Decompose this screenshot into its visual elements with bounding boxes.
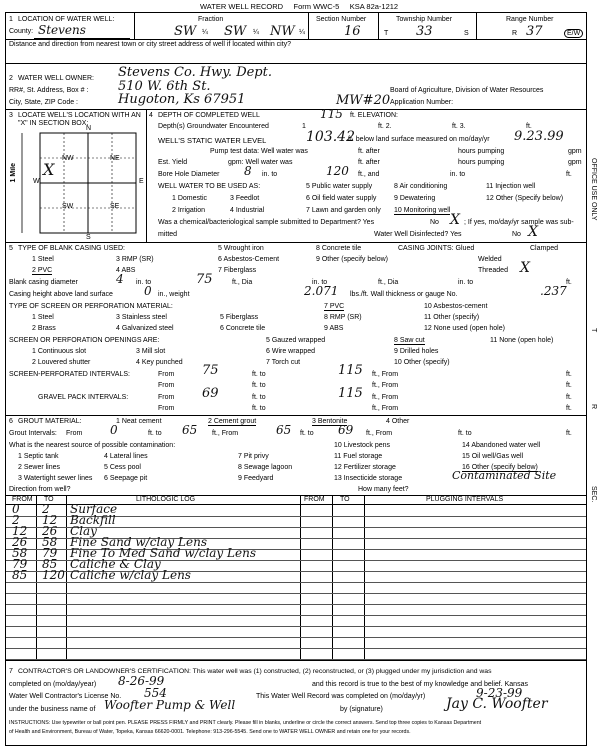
casing-threaded: Threaded <box>478 267 508 274</box>
compass-s: S <box>86 234 91 241</box>
contam-16: 16 Other (specify below) <box>462 464 538 471</box>
grout-from-3-label: ft., From <box>366 430 393 437</box>
casing-welded: Welded <box>478 256 502 263</box>
row-line <box>6 626 586 627</box>
use-6: 6 Oil field water supply <box>306 195 377 202</box>
static-level-value: 103.42 <box>306 129 355 145</box>
groundwater-label: Depth(s) Groundwater Encountered <box>158 123 269 130</box>
cert-completed-label: completed on (mo/day/year) <box>9 681 97 688</box>
compass-n: N <box>86 125 92 132</box>
office-use-label: OFFICE USE ONLY <box>590 158 597 221</box>
pump-gpm: gpm <box>568 148 582 155</box>
locate-label: LOCATE WELL'S LOCATION WITH AN "X" IN SECTION BOX: <box>18 112 141 127</box>
gravel-ft-2: ft. <box>566 405 572 412</box>
quadrant-sw: SW <box>62 203 74 210</box>
contam-2: 2 Sewer lines <box>18 464 61 471</box>
log-row-to: 85 <box>42 557 58 571</box>
casing-clamped: Clamped <box>530 245 559 252</box>
blank-casing-label: TYPE OF BLANK CASING USED: <box>18 245 125 252</box>
divider <box>476 13 477 39</box>
section-1-number: 1 <box>9 16 13 23</box>
section-5-number: 5 <box>9 245 13 252</box>
owner-label: WATER WELL OWNER: <box>18 75 94 82</box>
screen-12: 12 None used (open hole) <box>424 325 505 332</box>
grout-to-3-label: ft. to <box>458 430 472 437</box>
contam-12: 12 Fertilizer storage <box>334 464 396 471</box>
range-label: Range Number <box>506 16 554 23</box>
grout-to-2: 69 <box>338 423 354 437</box>
divider <box>146 109 147 242</box>
grout-from-2: 65 <box>276 423 292 437</box>
location-mark: X <box>43 160 55 179</box>
screen-7: 7 PVC <box>324 303 345 310</box>
log-row-description: Backfill <box>70 513 116 527</box>
blank-in-to: in. to <box>136 279 152 286</box>
screen-5: 5 Fiberglass <box>220 314 259 321</box>
casing-5: 5 Wrought iron <box>218 245 264 252</box>
bore-in-to-2: in. to <box>450 171 466 178</box>
log-row-from: 0 <box>12 502 20 516</box>
distance-label: Distance and direction from nearest town or city street address of well if located within city? <box>9 41 292 48</box>
opening-11: 11 None (open hole) <box>490 337 554 344</box>
quadrant-nw: NW <box>62 155 74 162</box>
quadrant-ne: NE <box>110 155 120 162</box>
row-line <box>6 593 586 594</box>
use-4: 4 Industrial <box>230 207 265 214</box>
section-line <box>6 63 586 64</box>
city-value: Hugoton, Ks 67951 <box>118 92 246 107</box>
township-t: T <box>384 30 389 37</box>
gravel-from-3: From <box>158 405 175 412</box>
casing-gauge-value: .237 <box>540 284 567 298</box>
use-3: 3 Feedlot <box>230 195 260 202</box>
log-row-description: Fine To Med Sand w/clay Lens <box>70 546 256 560</box>
section-3-number: 3 <box>9 112 13 119</box>
compass-w: W <box>33 178 40 185</box>
disinfect-no-mark: X <box>528 224 538 240</box>
section-6-number: 6 <box>9 418 13 425</box>
instructions-1: INSTRUCTIONS: Use typewriter or ball point pen. PLEASE PRESS FIRMLY and PRINT clearly. Please fill in blanks, underline or circle the correct answers. Send top three copies to Kansas Department <box>9 720 482 726</box>
section-4-number: 4 <box>149 112 153 119</box>
casing-8: 8 Concrete tile <box>316 245 362 252</box>
chem-sample-label: Was a chemical/bacteriological sample submitted to Department? Yes <box>158 219 375 226</box>
use-8: 8 Air conditioning <box>394 183 448 190</box>
gravel-from-4: ft., From <box>372 405 399 412</box>
instructions-2: of Health and Environment, Bureau of Water, Topeka, Kansas 66620-0001. Telephone: 913-296-5545. Send one to WATER WELL OWNER and retain one for your records. <box>9 729 411 735</box>
pump-hours: hours pumping <box>458 148 505 155</box>
disinfect-label: Water Well Disinfected? Yes <box>374 231 462 238</box>
contamination-label: What is the nearest source of possible contamination: <box>9 442 176 449</box>
est-gpm: gpm <box>568 159 582 166</box>
application-label: Application Number: <box>390 99 454 106</box>
fraction-3: NW <box>270 24 295 39</box>
log-row-description: Clay <box>70 524 97 538</box>
screen-material-label: TYPE OF SCREEN OR PERFORATION MATERIAL: <box>9 303 173 310</box>
row-line <box>6 637 586 638</box>
bore-and: ft., and <box>358 171 380 178</box>
col-line <box>332 495 333 660</box>
est-hours: hours pumping <box>458 159 505 166</box>
chem-no: No <box>430 219 439 226</box>
groundwater-2: ft. 2. <box>378 123 392 130</box>
casing-weight-value: 2.071 <box>304 284 339 298</box>
col-line <box>300 495 301 660</box>
groundwater-ft: ft. <box>526 123 532 130</box>
grout-from-label: From <box>66 430 83 437</box>
perforated-ft-2: ft. <box>566 382 572 389</box>
log-row-to: 120 <box>42 568 65 582</box>
gravel-from-2: ft., From <box>372 394 399 401</box>
cert-line-1: CONTRACTOR'S OR LANDOWNER'S CERTIFICATION: This water well was (1) constructed, (2) reconstructed, or (3) plugged under my jurisdiction and was <box>18 668 492 675</box>
contam-11: 11 Fuel storage <box>334 453 383 460</box>
perforated-to: 115 <box>338 363 363 378</box>
opening-3: 3 Mill slot <box>136 348 166 355</box>
blank-depth-value: 75 <box>196 272 213 287</box>
contam-10: 10 Livestock pens <box>334 442 391 449</box>
range-value: 37 <box>526 24 543 39</box>
static-level-date: 9.23.99 <box>514 129 564 144</box>
grout-ft: ft. <box>566 430 572 437</box>
opening-10: 10 Other (specify) <box>394 359 450 366</box>
bore-depth: 120 <box>326 164 349 178</box>
screen-3: 3 Stainless steel <box>116 314 167 321</box>
casing-4: 4 ABS <box>116 267 136 274</box>
side-sec-label: SEC. <box>590 486 597 503</box>
address-value: 510 W. 6th St. <box>118 79 211 94</box>
owner-value: Stevens Co. Hwy. Dept. <box>118 65 272 80</box>
depth-label: DEPTH OF COMPLETED WELL <box>158 112 260 119</box>
gravel-from: 69 <box>202 386 219 401</box>
use-label: WELL WATER TO BE USED AS: <box>158 183 261 190</box>
blank-in-to-2: in. to <box>312 279 328 286</box>
gravel-to: 115 <box>338 386 363 401</box>
row-line <box>6 648 586 649</box>
mitted-label: mitted <box>158 231 178 238</box>
township-label: Township Number <box>396 16 453 23</box>
casing-weight-label: in., weight <box>158 291 190 298</box>
cert-line-2b: and this record is true to the best of my knowledge and belief. Kansas <box>312 681 528 688</box>
log-row-from: 26 <box>12 535 28 549</box>
blank-dia-rest: ft., Dia <box>232 279 253 286</box>
use-1: 1 Domestic <box>172 195 208 202</box>
row-line <box>6 582 586 583</box>
board-label: Board of Agriculture, Division of Water Resources <box>390 87 544 94</box>
log-row-description: Fine Sand w/clay Lens <box>70 535 207 549</box>
grout-intervals-label: Grout Intervals: <box>9 430 57 437</box>
disinfect-no: No <box>512 231 521 238</box>
fraction-1: SW <box>174 24 197 39</box>
grout-2: 2 Cement grout <box>208 418 257 425</box>
township-value: 33 <box>416 24 433 39</box>
contam-13: 13 Insecticide storage <box>334 475 403 482</box>
casing-height-label: Casing height above land surface <box>9 291 113 298</box>
casing-1: 1 Steel <box>32 256 54 263</box>
cert-signature-label: by (signature) <box>340 706 383 713</box>
county-label: County: <box>9 28 34 35</box>
gravel-label: GRAVEL PACK INTERVALS: <box>38 394 129 401</box>
gravel-to-3: ft. to <box>252 405 266 412</box>
static-level-label: WELL'S STATIC WATER LEVEL <box>158 136 267 145</box>
screen-9: 9 ABS <box>324 325 344 332</box>
use-10: 10 Monitoring well <box>394 207 451 214</box>
log-to-header: TO <box>44 496 54 503</box>
range-r: R <box>512 30 518 37</box>
grout-4: 4 Other <box>386 418 410 425</box>
side-t-label: T <box>590 328 597 333</box>
fraction-2: SW <box>224 24 247 39</box>
log-to-header-2: TO <box>340 496 350 503</box>
use-11: 11 Injection well <box>486 183 536 190</box>
ksa-number: KSA 82a-1212 <box>349 2 399 11</box>
contam-5: 5 Cess pool <box>104 464 141 471</box>
fraction-label: Fraction <box>198 16 224 23</box>
casing-height-value: 0 <box>144 284 152 298</box>
casing-7: 7 Fiberglass <box>218 267 257 274</box>
est-ft-after: ft. after <box>358 159 380 166</box>
cert-license-label: Water Well Contractor's License No. <box>9 693 122 700</box>
address-label: RR#, St. Address, Box # : <box>9 87 89 94</box>
perforated-from: 75 <box>202 363 219 378</box>
log-row-from: 85 <box>12 568 28 582</box>
log-row-from: 2 <box>12 513 20 527</box>
contam-other-value: Contaminated Site <box>452 469 557 482</box>
township-s: S <box>464 30 469 37</box>
log-plug-header: PLUGGING INTERVALS <box>426 496 504 503</box>
col-line <box>36 495 37 660</box>
use-5: 5 Public water supply <box>306 183 373 190</box>
opening-7: 7 Torch cut <box>266 359 301 366</box>
side-r-label: R <box>590 404 597 410</box>
log-row-to: 12 <box>42 513 58 527</box>
perforated-from-label: From <box>158 371 175 378</box>
city-label: City, State, ZIP Code : <box>9 99 78 106</box>
row-line <box>6 39 586 40</box>
screen-2: 2 Brass <box>32 325 56 332</box>
log-row-description: Caliche w/clay Lens <box>70 568 191 582</box>
use-9: 9 Dewatering <box>394 195 436 202</box>
screen-6: 6 Concrete tile <box>220 325 266 332</box>
quadrant-se: SE <box>110 203 120 210</box>
grout-to-label: ft. to <box>148 430 162 437</box>
casing-9: 9 Other (specify below) <box>316 256 388 263</box>
log-row-to: 79 <box>42 546 58 560</box>
divider <box>378 13 379 39</box>
perforated-label: SCREEN-PERFORATED INTERVALS: <box>9 371 130 378</box>
contam-8: 8 Sewage lagoon <box>238 464 293 471</box>
cert-line-3b: This Water Well Record was completed on (mo/day/yr) <box>256 693 426 700</box>
contam-3: 3 Watertight sewer lines <box>18 475 93 482</box>
direction-label: Direction from well? <box>9 486 71 493</box>
cert-license-value: 554 <box>144 686 167 700</box>
bore-in-to: in. to <box>262 171 278 178</box>
row-line <box>6 604 586 605</box>
mw-label: MW#20 <box>336 93 391 108</box>
use-2: 2 Irrigation <box>172 207 206 214</box>
screen-11: 11 Other (specify) <box>424 314 480 321</box>
screen-10: 10 Asbestos-cement <box>424 303 488 310</box>
use-7: 7 Lawn and garden only <box>306 207 381 214</box>
divider <box>308 13 309 39</box>
cert-record-date: 9-23-99 <box>476 686 523 700</box>
screen-1: 1 Steel <box>32 314 54 321</box>
grout-to: 65 <box>182 423 198 437</box>
opening-5: 5 Gauzed wrapped <box>266 337 326 344</box>
opening-4: 4 Key punched <box>136 359 183 366</box>
form-frame <box>5 12 587 746</box>
grout-label: GROUT MATERIAL: <box>18 418 82 425</box>
section-line <box>6 415 586 416</box>
grout-3: 3 Bentonite <box>312 418 348 425</box>
est-yield-label: Est. Yield <box>158 159 188 166</box>
blank-dia-label: Blank casing diameter <box>9 279 78 286</box>
range-ew: E/W <box>564 29 583 38</box>
depth-value: 115 <box>320 107 343 121</box>
section-number-label: Section Number <box>316 16 367 23</box>
contam-9: 9 Feedyard <box>238 475 274 482</box>
gravel-from-label: From <box>158 394 175 401</box>
log-from-header-2: FROM <box>304 496 325 503</box>
chem-no-mark: X <box>450 212 460 228</box>
quarter-2: ¼ <box>253 29 259 36</box>
cert-signature: Jay C. Woofter <box>446 696 548 712</box>
location-label: LOCATION OF WATER WELL: <box>18 16 115 23</box>
openings-label: SCREEN OR PERFORATION OPENINGS ARE: <box>9 337 160 344</box>
groundwater-3: ft. 3. <box>452 123 466 130</box>
county-value: Stevens <box>38 23 86 37</box>
title-text: WATER WELL RECORD <box>200 2 284 11</box>
perforated-from-2: ft., From <box>372 371 399 378</box>
blank-dia-value: 4 <box>116 272 124 286</box>
contam-6: 6 Seepage pit <box>104 475 148 482</box>
log-row-to: 26 <box>42 524 58 538</box>
bore-label: Bore Hole Diameter <box>158 171 220 178</box>
log-from-header: FROM <box>12 496 33 503</box>
opening-6: 6 Wire wrapped <box>266 348 316 355</box>
contam-1: 1 Septic tank <box>18 453 59 460</box>
section-line <box>6 660 586 661</box>
contam-4: 4 Lateral lines <box>104 453 148 460</box>
opening-8: 8 Saw cut <box>394 337 425 344</box>
pump-ft-after: ft. after <box>358 148 380 155</box>
log-row-from: 79 <box>12 557 28 571</box>
casing-2: 2 PVC <box>32 267 53 274</box>
bore-diameter: 8 <box>244 164 252 178</box>
grout-to-2-label: ft. to <box>300 430 314 437</box>
cert-business-name: Woofter Pump & Well <box>104 698 236 712</box>
perforated-from-4: ft., From <box>372 382 399 389</box>
form-number: Form WWC-5 <box>293 2 340 11</box>
section-2-number: 2 <box>9 75 13 82</box>
use-12: 12 Other (Specify below) <box>486 195 564 202</box>
col-line <box>364 495 365 660</box>
chem-sample-rest: ; If yes, mo/day/yr sample was sub- <box>464 219 574 226</box>
gravel-ft: ft. <box>566 394 572 401</box>
divider <box>134 13 135 39</box>
section-line <box>6 242 586 243</box>
log-row-to: 58 <box>42 535 58 549</box>
casing-joints-label: CASING JOINTS: Glued <box>398 245 475 252</box>
screen-8: 8 RMP (SR) <box>324 314 362 321</box>
how-many-feet-label: How many feet? <box>358 486 409 493</box>
log-row-description: Caliche & Clay <box>70 557 161 571</box>
section-number-value: 16 <box>344 24 361 39</box>
log-row-description: Surface <box>70 502 118 516</box>
log-row-from: 12 <box>12 524 28 538</box>
gravel-to-label: ft. to <box>252 394 266 401</box>
log-row-from: 58 <box>12 546 28 560</box>
col-line <box>66 495 67 660</box>
cert-completed-date: 8-26-99 <box>118 674 165 688</box>
bore-ft: ft. <box>566 171 572 178</box>
casing-3: 3 RMP (SR) <box>116 256 154 263</box>
opening-9: 9 Drilled holes <box>394 348 439 355</box>
screen-4: 4 Galvanized steel <box>116 325 174 332</box>
contam-14: 14 Abandoned water well <box>462 442 541 449</box>
perforated-from-3: From <box>158 382 175 389</box>
threaded-mark: X <box>520 260 530 276</box>
log-table <box>6 495 586 660</box>
section-box <box>12 129 146 243</box>
section-7-number: 7 <box>9 668 13 675</box>
elevation-label: ft. ELEVATION: <box>350 112 398 119</box>
quarter-3: ¼ <box>299 29 305 36</box>
opening-2: 2 Louvered shutter <box>32 359 91 366</box>
blank-dia-rest-2: ft., Dia <box>378 279 399 286</box>
casing-6: 6 Asbestos-Cement <box>218 256 280 263</box>
est-yield-water: gpm: Well water was <box>228 159 293 166</box>
grout-from-2-label: ft., From <box>212 430 239 437</box>
perforated-to-label: ft. to <box>252 371 266 378</box>
quarter-1: ¼ <box>202 29 208 36</box>
pump-test-label: Pump test data: Well water was <box>210 148 308 155</box>
mile-label: 1 Mile <box>10 163 17 183</box>
opening-1: 1 Continuous slot <box>32 348 87 355</box>
form-title <box>200 2 398 11</box>
cert-business-label: under the business name of <box>9 706 96 713</box>
perforated-ft: ft. <box>566 371 572 378</box>
contam-7: 7 Pit privy <box>238 453 269 460</box>
row-line <box>6 615 586 616</box>
static-level-text: ft. below land surface measured on mo/day/yr <box>348 136 490 143</box>
log-litho-header: LITHOLOGIC LOG <box>136 496 196 503</box>
compass-e: E <box>139 178 144 185</box>
blank-in-to-3: in. to <box>458 279 474 286</box>
groundwater-1: 1 <box>302 123 306 130</box>
perforated-to-3: ft. to <box>252 382 266 389</box>
grout-1: 1 Neat cement <box>116 418 162 425</box>
contam-15: 15 Oil well/Gas well <box>462 453 524 460</box>
casing-lbs-label: lbs./ft. Wall thickness or gauge No. <box>350 291 458 298</box>
blank-ft: ft. <box>566 279 572 286</box>
log-row-to: 2 <box>42 502 50 516</box>
section-line <box>6 109 586 110</box>
grout-from: 0 <box>110 423 118 437</box>
